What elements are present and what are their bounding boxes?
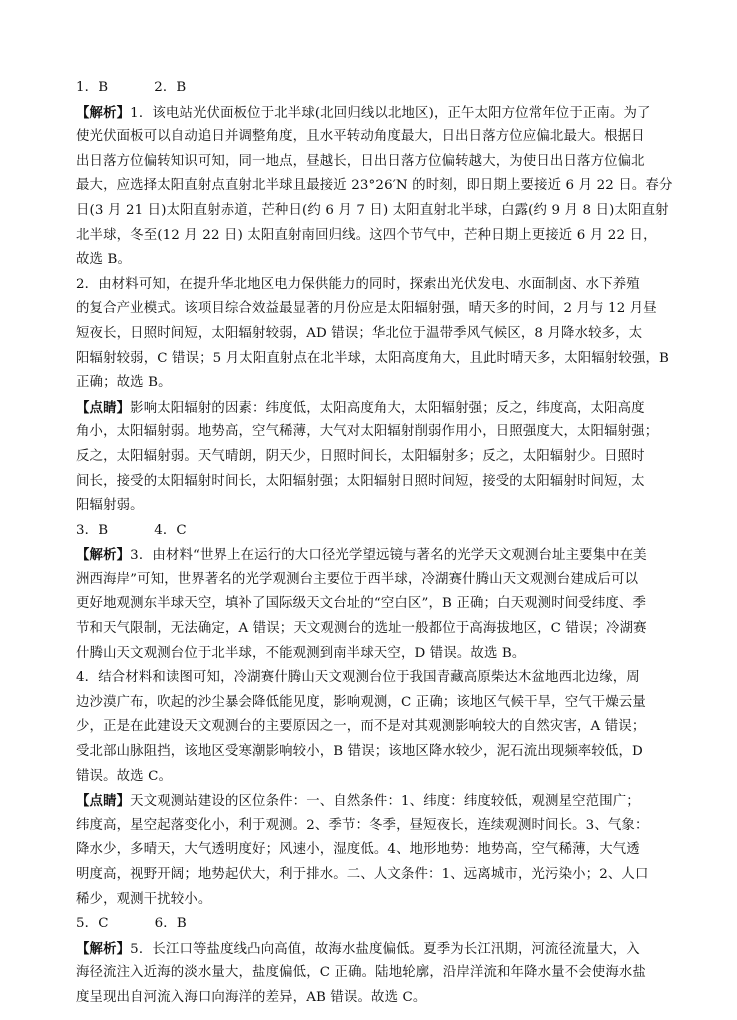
text-line: [76, 174, 686, 199]
line-text: 故选 B。: [76, 252, 132, 268]
section-tag: 【解析】: [76, 104, 131, 121]
answer-key-line: [76, 912, 686, 937]
section-start-line: [76, 937, 686, 962]
answer-key: 1．B: [76, 80, 109, 95]
text-line: [76, 150, 686, 175]
line-text: 洲西海岸”可知，世界著名的光学观测台主要位于西半球，冷湖赛什腾山天文观测台建成后可以: [76, 571, 639, 587]
line-text: 阳辐射较弱，C 错误；5 月太阳直射点在北半球，太阳高度角大，且此时晴天多，太阳辐射较强，B: [76, 350, 670, 366]
line-text: 节和天气限制，无法确定，A 错误；天文观测台的选址一般都位于高海拔地区，C 错误；冷湖赛: [76, 621, 647, 637]
text-line: [76, 322, 686, 347]
text-line: [76, 494, 686, 519]
text-line: [76, 814, 686, 839]
answer-key: 3．B: [76, 522, 109, 538]
text-line: [76, 888, 686, 913]
text-line: [76, 642, 686, 667]
answer-key: 5．C: [76, 916, 109, 932]
text-line: [76, 248, 686, 273]
line-text: 纬度高，星空起落变化小，利于观测。2、季节：冬季，昼短夜长，连续观测时间长。3、气象：: [76, 817, 649, 833]
line-text: 天文观测站建设的区位条件：一、自然条件：1、纬度：纬度较低，观测星空范围广；: [130, 794, 640, 810]
text-line: [76, 273, 686, 298]
line-text: 使光伏面板可以自动追日并调整角度，且水平转动角度最大，日出日落方位应偏北最大。根据日: [76, 129, 645, 145]
answer-key: 2．B: [154, 80, 187, 95]
text-line: [76, 347, 686, 372]
line-text: 少，正是在此建设天文观测台的主要原因之一，而不是对其观测影响较大的自然灾害，A 错误；: [76, 719, 646, 735]
text-line: [76, 224, 686, 249]
line-text: 角小，太阳辐射弱。地势高，空气稀薄，大气对太阳辐射削弱作用小，日照强度大，太阳辐射强；: [76, 424, 659, 440]
text-line: [76, 961, 686, 986]
line-text: 错误。故选 C。: [76, 768, 173, 784]
line-text: 3．由材料“世界上在运行的大口径光学望远镜与著名的光学天文观测台址主要集中在美: [130, 548, 647, 564]
line-text: 2．由材料可知，在提升华北地区电力保供能力的同时，探索出光伏发电、水面制卤、水下养殖: [76, 276, 640, 292]
answer-explanation-page: [76, 76, 686, 1011]
text-line: [76, 986, 686, 1011]
answer-key: 4．C: [154, 522, 187, 538]
text-line: [76, 740, 686, 765]
text-line: [76, 470, 686, 495]
line-text: 受北部山脉阻挡，该地区受寒潮影响较小，B 错误；该地区降水较少，泥石流出现频率较低，D: [76, 744, 643, 760]
answer-key-line: [76, 519, 686, 544]
text-line: [76, 445, 686, 470]
answer-key: 6．B: [154, 916, 187, 932]
line-text: 北半球，冬至(12 月 22 日) 太阳直射南回归线。这四个节气中，芒种日期上更接近 6 月 22 日，: [76, 227, 657, 243]
line-text: 1．该电站光伏面板位于北半球(北回归线以北地区)，正午太阳方位常年位于正南。为了: [130, 105, 651, 121]
line-text: 最大，应选择太阳直射点直射北半球且最接近 23°26′N 的时刻，即日期上要接近 6 月 22 日。春分: [76, 178, 673, 194]
line-text: 海径流注入近海的淡水量大，盐度偏低，C 正确。陆地轮廓，沿岸洋流和年降水量不会使海水盐: [76, 965, 646, 981]
text-line: [76, 420, 686, 445]
line-text: 的复合产业模式。该项目综合效益最显著的月份应是太阳辐射强，晴天多的时间，2 月与 12 月昼: [76, 301, 657, 317]
text-line: [76, 371, 686, 396]
section-tag: 【解析】: [76, 547, 131, 564]
text-line: [76, 199, 686, 224]
text-line: [76, 666, 686, 691]
text-line: [76, 592, 686, 617]
section-tag: 【点睛】: [76, 399, 131, 416]
line-text: 短夜长，日照时间短，太阳辐射较弱，AD 错误；华北位于温带季风气候区，8 月降水较多，太: [76, 325, 643, 341]
section-start-line: [76, 396, 686, 421]
line-text: 更好地观测东半球天空，填补了国际级天文台址的“空白区”，B 正确；白天观测时间受纬度、季: [76, 596, 647, 612]
line-text: 稀少，观测干扰较小。: [76, 891, 212, 907]
text-line: [76, 297, 686, 322]
line-text: 5．长江口等盐度线凸向高值，故海水盐度偏低。夏季为长江汛期，河流径流量大，入: [130, 941, 640, 957]
text-line: [76, 691, 686, 716]
line-text: 降水少，多晴天，大气透明度好；风速小，湿度低。4、地形地势：地势高，空气稀薄，大气透: [76, 842, 640, 858]
text-line: [76, 568, 686, 593]
line-text: 4．结合材料和读图可知，冷湖赛什腾山天文观测台位于我国青藏高原柴达木盆地西北边缘，周: [76, 670, 640, 686]
section-tag: 【解析】: [76, 940, 131, 957]
line-text: 出日落方位偏转知识可知，同一地点，昼越长，日出日落方位偏转越大，为使日出日落方位偏北: [76, 153, 645, 169]
line-text: 阳辐射弱。: [76, 498, 144, 514]
section-start-line: [76, 789, 686, 814]
line-text: 度呈现出自河流入海口向海洋的差异，AB 错误。故选 C。: [76, 989, 427, 1005]
section-tag: 【点睛】: [76, 793, 131, 810]
line-text: 明度高，视野开阔；地势起伏大，利于排水。二、人文条件：1、远离城市，光污染小；2、人口: [76, 867, 649, 882]
line-text: 反之，太阳辐射弱。天气晴朗，阴天少，日照时间长，太阳辐射多；反之，太阳辐射少。日照时: [76, 448, 645, 464]
line-text: 什腾山天文观测台位于北半球，不能观测到南半球天空，D 错误。故选 B。: [76, 645, 526, 661]
answer-key-line: [76, 76, 686, 101]
section-start-line: [76, 101, 686, 126]
text-line: [76, 617, 686, 642]
text-line: [76, 715, 686, 740]
line-text: 日(3 月 21 日)太阳直射赤道，芒种日(约 6 月 7 日) 太阳直射北半球，白露(约 9 月 8 日)太阳直射: [76, 202, 669, 218]
line-text: 影响太阳辐射的因素：纬度低，太阳高度角大，太阳辐射强；反之，纬度高，太阳高度: [130, 400, 645, 416]
text-line: [76, 125, 686, 150]
text-line: [76, 765, 686, 790]
text-line: [76, 863, 686, 888]
section-start-line: [76, 543, 686, 568]
text-line: [76, 838, 686, 863]
line-text: 边沙漠广布，吹起的沙尘暴会降低能见度，影响观测，C 正确；该地区气候干旱，空气干燥云量: [76, 694, 646, 710]
line-text: 间长，接受的太阳辐射时间长，太阳辐射强；太阳辐射日照时间短，接受的太阳辐射时间短，太: [76, 473, 645, 489]
line-text: 正确；故选 B。: [76, 375, 172, 391]
